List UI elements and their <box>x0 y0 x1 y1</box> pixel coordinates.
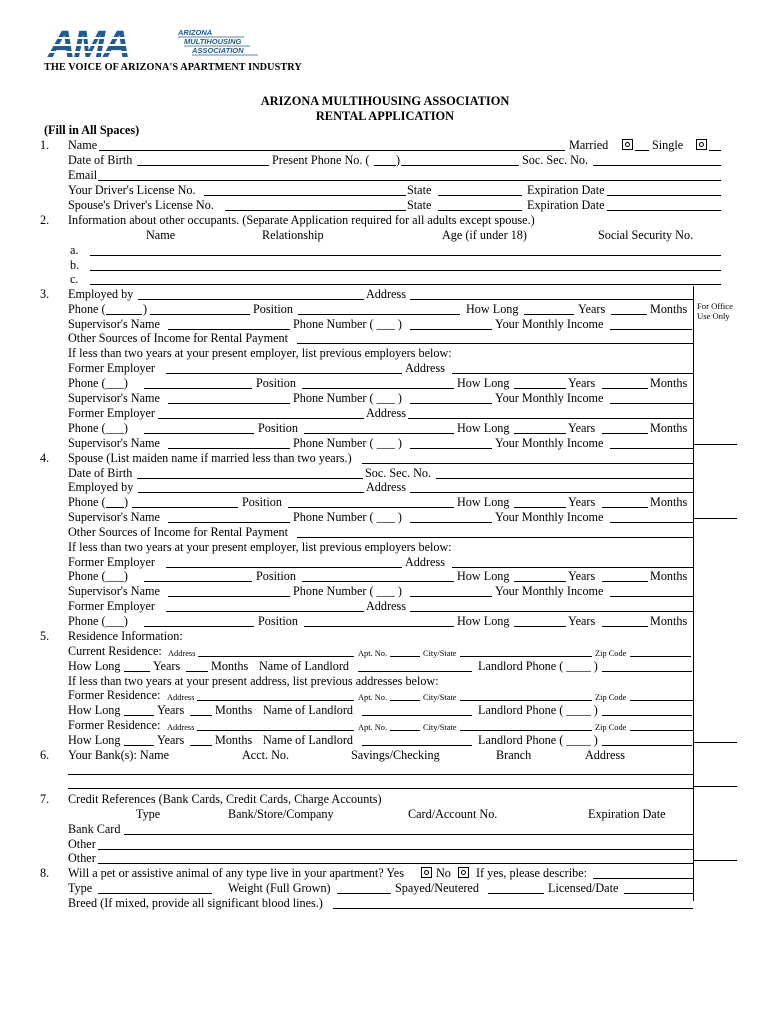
dl-exp-label: Expiration Date <box>527 183 605 197</box>
apt-sublabel: Apt. No. <box>358 649 388 658</box>
supervisor-phone-field[interactable] <box>410 596 492 597</box>
spouse-exp-field[interactable] <box>607 210 721 211</box>
former-address-field[interactable] <box>197 730 354 731</box>
occupant-a-field[interactable] <box>90 255 721 256</box>
former-employer-address[interactable] <box>452 567 693 568</box>
prev-employers-note: If less than two years at your present employer, list previous employers below: <box>68 540 452 554</box>
fill-all-label: (Fill in All Spaces) <box>44 123 140 137</box>
address-sublabel: Address <box>167 693 195 702</box>
section-number: 6. <box>40 748 50 762</box>
address-label: Address <box>366 480 406 494</box>
landlord-phone-label: Landlord Phone ( ____ ) <box>478 659 598 673</box>
city-sublabel: City/State <box>423 723 457 732</box>
landlord-phone-label: Landlord Phone ( ____ ) <box>478 703 598 717</box>
months-label: Months <box>211 659 249 673</box>
occ-col-age: Age (if under 18) <box>442 228 527 242</box>
supervisor-phone-field[interactable] <box>410 329 492 330</box>
how-long-field[interactable] <box>524 314 574 315</box>
city-field[interactable] <box>460 730 592 731</box>
supervisor-field[interactable] <box>168 329 290 330</box>
monthly-income-field[interactable] <box>610 522 693 523</box>
supervisor-phone-field[interactable] <box>410 522 492 523</box>
credit-col-bank: Bank/Store/Company <box>228 807 334 821</box>
branch-label: Branch <box>496 748 532 762</box>
supervisor-field[interactable] <box>168 403 290 404</box>
spouse-ssn-label: Soc. Sec. No. <box>365 466 432 480</box>
years-label: Years <box>568 495 596 509</box>
months-label: Months <box>215 703 253 717</box>
banks-label: Your Bank(s): Name <box>68 748 169 762</box>
logo-sub-2: MULTIHOUSING <box>184 37 242 46</box>
former-employer-label: Former Employer <box>68 555 155 569</box>
city-field[interactable] <box>460 700 592 701</box>
monthly-income-field[interactable] <box>610 448 693 449</box>
monthly-income-field[interactable] <box>610 403 693 404</box>
apt-field[interactable] <box>390 730 420 731</box>
years-label: Years <box>568 569 596 583</box>
how-long-field[interactable] <box>514 388 566 389</box>
months-field[interactable] <box>602 507 648 508</box>
dl-exp-field[interactable] <box>607 195 721 196</box>
landlord-phone-label: Landlord Phone ( ____ ) <box>478 733 598 747</box>
pet-license-label: Licensed/Date <box>548 881 619 895</box>
dl-state-field[interactable] <box>438 195 522 196</box>
supervisor-phone-field[interactable] <box>410 448 492 449</box>
former-residence-label: Former Residence: <box>68 688 161 702</box>
bank-field-1[interactable] <box>68 774 693 775</box>
months-field[interactable] <box>186 671 208 672</box>
supervisor-field[interactable] <box>168 448 290 449</box>
dl-field[interactable] <box>204 195 406 196</box>
other-label: Other <box>68 837 96 851</box>
name-label: Name <box>68 138 98 152</box>
phone-area[interactable] <box>106 314 142 315</box>
how-long-field[interactable] <box>514 581 566 582</box>
position-field[interactable] <box>288 507 454 508</box>
other-income-label: Other Sources of Income for Rental Payment <box>68 525 288 539</box>
landlord-phone-field[interactable] <box>602 715 692 716</box>
occ-row-a: a. <box>70 243 79 257</box>
monthly-income-label: Your Monthly Income <box>495 317 604 331</box>
spouse-dob-label: Date of Birth <box>68 466 133 480</box>
pet-breed-field[interactable] <box>333 908 693 909</box>
other-income-field[interactable] <box>297 537 693 538</box>
years-label: Years <box>568 421 596 435</box>
months-field[interactable] <box>602 626 648 627</box>
tagline: THE VOICE OF ARIZONA'S APARTMENT INDUSTRY <box>44 62 302 73</box>
pet-type-field[interactable] <box>98 893 212 894</box>
city-sublabel: City/State <box>423 649 457 658</box>
spouse-label: Spouse (List maiden name if married less than two years.) <box>68 451 352 465</box>
credit-col-exp: Expiration Date <box>588 807 666 821</box>
pet-describe-field[interactable] <box>593 878 693 879</box>
bank-address-label: Address <box>585 748 625 762</box>
supervisor-label: Supervisor's Name <box>68 584 160 598</box>
occupants-label: Information about other occupants. (Separate Application required for all adults except spouse.) <box>68 213 535 227</box>
spouse-employer-field[interactable] <box>138 492 364 493</box>
present-phone-label: Present Phone No. ( <box>272 153 370 167</box>
position-field[interactable] <box>302 388 454 389</box>
present-phone-area[interactable] <box>374 165 396 166</box>
how-long-label: How Long <box>68 659 121 673</box>
zip-sublabel: Zip Code <box>595 693 627 702</box>
apt-field[interactable] <box>390 656 420 657</box>
apt-sublabel: Apt. No. <box>358 723 388 732</box>
years-label: Years <box>153 659 181 673</box>
employer-address-field[interactable] <box>410 299 693 300</box>
years-label: Years <box>568 614 596 628</box>
years-label: Years <box>157 703 185 717</box>
how-long-label: How Long <box>457 376 510 390</box>
apt-field[interactable] <box>390 700 420 701</box>
months-field[interactable] <box>602 388 648 389</box>
months-field[interactable] <box>190 745 212 746</box>
ssn-label: Soc. Sec. No. <box>522 153 589 167</box>
address-label: Address <box>366 406 406 420</box>
months-label: Months <box>650 302 688 316</box>
address-label: Address <box>405 555 445 569</box>
paren: ) <box>124 495 129 509</box>
months-field[interactable] <box>602 581 648 582</box>
pet-no-checkbox[interactable] <box>458 867 469 878</box>
how-long-label: How Long <box>457 495 510 509</box>
how-long-label: How Long <box>466 302 519 316</box>
residence-label: Residence Information: <box>68 629 183 643</box>
pet-yes-checkbox[interactable] <box>421 867 432 878</box>
supervisor-label: Supervisor's Name <box>68 510 160 524</box>
section-number: 1. <box>40 138 50 152</box>
spouse-dl-field[interactable] <box>225 210 406 211</box>
spouse-employer-address[interactable] <box>410 492 693 493</box>
ama-logo <box>44 26 266 62</box>
occupant-b-field[interactable] <box>90 270 721 271</box>
credit-col-card: Card/Account No. <box>408 807 498 821</box>
phone-number-label: Phone Number ( ___ ) <box>293 584 402 598</box>
position-field[interactable] <box>302 581 454 582</box>
employer-field[interactable] <box>138 299 364 300</box>
phone-label: Phone ( <box>68 495 106 509</box>
former-employer-label: Former Employer <box>68 599 155 613</box>
spouse-exp-label: Expiration Date <box>527 198 605 212</box>
section-number: 7. <box>40 792 50 806</box>
email-label: Email <box>68 168 98 182</box>
spouse-state-field[interactable] <box>438 210 522 211</box>
supervisor-field[interactable] <box>168 522 290 523</box>
city-field[interactable] <box>460 656 592 657</box>
logo-sub-3: ASSOCIATION <box>192 46 244 55</box>
months-field[interactable] <box>611 314 647 315</box>
current-residence-label: Current Residence: <box>68 644 162 658</box>
married-underline <box>635 150 649 151</box>
email-field[interactable] <box>98 180 721 181</box>
former-employer-label: Former Employer <box>68 406 155 420</box>
how-long-label: How Long <box>68 703 121 717</box>
former-address-field[interactable] <box>197 700 354 701</box>
landlord-field[interactable] <box>358 671 472 672</box>
section-number: 4. <box>40 451 50 465</box>
months-field[interactable] <box>602 433 648 434</box>
section-number: 2. <box>40 213 50 227</box>
former-employer-field[interactable] <box>158 418 364 419</box>
acct-label: Acct. No. <box>242 748 290 762</box>
spouse-state-label: State <box>407 198 432 212</box>
phone-field[interactable] <box>144 433 254 434</box>
ssn-field[interactable] <box>593 165 721 166</box>
how-long-label: How Long <box>68 733 121 747</box>
former-employer-address[interactable] <box>452 373 693 374</box>
dl-state-label: State <box>407 183 432 197</box>
how-long-field[interactable] <box>514 433 566 434</box>
position-field[interactable] <box>304 626 454 627</box>
years-label: Years <box>578 302 606 316</box>
occ-row-c: c. <box>70 272 79 286</box>
pet-license-field[interactable] <box>624 893 693 894</box>
position-label: Position <box>256 376 296 390</box>
address-label: Address <box>366 599 406 613</box>
monthly-income-label: Your Monthly Income <box>495 584 604 598</box>
pet-no-label: No <box>436 866 451 880</box>
phone-label: Phone (___) <box>68 614 128 628</box>
years-label: Years <box>568 376 596 390</box>
section-number: 8. <box>40 866 50 880</box>
phone-number-label: Phone Number ( ___ ) <box>293 436 402 450</box>
months-label: Months <box>650 495 688 509</box>
pet-spayed-label: Spayed/Neutered <box>395 881 479 895</box>
how-long-label: How Long <box>457 569 510 583</box>
years-field[interactable] <box>124 715 154 716</box>
dob-field[interactable] <box>137 165 269 166</box>
zip-sublabel: Zip Code <box>595 649 627 658</box>
former-employer-field[interactable] <box>166 611 364 612</box>
form-title-org: ARIZONA MULTIHOUSING ASSOCIATION <box>260 94 510 108</box>
months-label: Months <box>650 614 688 628</box>
phone-field[interactable] <box>144 388 252 389</box>
monthly-income-field[interactable] <box>610 596 693 597</box>
spouse-ssn-field[interactable] <box>436 478 693 479</box>
pet-spayed-field[interactable] <box>488 893 544 894</box>
address-label: Address <box>405 361 445 375</box>
name-field[interactable] <box>99 150 565 151</box>
zip-field[interactable] <box>630 730 693 731</box>
other-credit-field-1[interactable] <box>98 849 693 850</box>
address-sublabel: Address <box>167 723 195 732</box>
phone-field[interactable] <box>144 626 254 627</box>
position-label: Position <box>242 495 282 509</box>
single-label: Single <box>652 138 684 152</box>
years-field[interactable] <box>124 745 154 746</box>
credit-col-type: Type <box>136 807 161 821</box>
landlord-phone-field[interactable] <box>602 671 692 672</box>
phone-label: Phone ( <box>68 302 106 316</box>
pet-describe-label: If yes, please describe: <box>476 866 587 880</box>
employed-by-label: Employed by <box>68 480 134 494</box>
phone-field[interactable] <box>144 581 252 582</box>
bank-field-2[interactable] <box>68 788 693 789</box>
supervisor-field[interactable] <box>168 596 290 597</box>
zip-field[interactable] <box>630 700 693 701</box>
paren: ) <box>143 302 148 316</box>
former-residence-label: Former Residence: <box>68 718 161 732</box>
employer-address-label: Address <box>366 287 406 301</box>
dob-label: Date of Birth <box>68 153 133 167</box>
bank-card-label: Bank Card <box>68 822 121 836</box>
monthly-income-field[interactable] <box>610 329 692 330</box>
logo-sub-1: ARIZONA <box>178 28 213 37</box>
phone-number-label: Phone Number ( ___ ) <box>293 510 402 524</box>
position-field[interactable] <box>298 314 460 315</box>
monthly-income-label: Your Monthly Income <box>495 436 604 450</box>
married-checkbox[interactable] <box>622 139 633 150</box>
phone-field[interactable] <box>150 314 250 315</box>
occ-col-relationship: Relationship <box>262 228 324 242</box>
paren: ) <box>396 153 401 167</box>
how-long-label: How Long <box>457 614 510 628</box>
apt-sublabel: Apt. No. <box>358 693 388 702</box>
phone-label: Phone (___) <box>68 569 128 583</box>
phone-label: Phone (___) <box>68 376 128 390</box>
monthly-income-label: Your Monthly Income <box>495 510 604 524</box>
spouse-dl-label: Spouse's Driver's License No. <box>68 198 214 212</box>
other-income-field[interactable] <box>297 343 693 344</box>
position-label: Position <box>256 569 296 583</box>
zip-field[interactable] <box>630 656 691 657</box>
credit-label: Credit References (Bank Cards, Credit Cards, Charge Accounts) <box>68 792 382 806</box>
pet-weight-field[interactable] <box>337 893 391 894</box>
phone-number-label: Phone Number ( ___ ) <box>293 391 402 405</box>
phone-label: Phone (___) <box>68 421 128 435</box>
pet-breed-label: Breed (If mixed, provide all significant blood lines.) <box>68 896 323 910</box>
spouse-dob-field[interactable] <box>137 478 363 479</box>
single-underline <box>709 150 721 151</box>
landlord-label: Name of Landlord <box>263 733 354 747</box>
position-label: Position <box>258 614 298 628</box>
former-employer-field[interactable] <box>166 567 402 568</box>
years-field[interactable] <box>124 671 150 672</box>
months-label: Months <box>650 421 688 435</box>
other-credit-field-2[interactable] <box>98 863 693 864</box>
occ-col-ssn: Social Security No. <box>598 228 694 242</box>
dl-label: Your Driver's License No. <box>68 183 196 197</box>
other-income-label: Other Sources of Income for Rental Payment <box>68 331 288 345</box>
present-phone-field[interactable] <box>401 165 519 166</box>
position-label: Position <box>258 421 298 435</box>
position-field[interactable] <box>304 433 454 434</box>
pet-type-label: Type <box>68 881 93 895</box>
zip-sublabel: Zip Code <box>595 723 627 732</box>
supervisor-label: Supervisor's Name <box>68 436 160 450</box>
section-number: 5. <box>40 629 50 643</box>
landlord-label: Name of Landlord <box>263 703 354 717</box>
address-sublabel: Address <box>168 649 196 658</box>
landlord-label: Name of Landlord <box>259 659 350 673</box>
single-checkbox[interactable] <box>696 139 707 150</box>
employed-by-label: Employed by <box>68 287 134 301</box>
monthly-income-label: Your Monthly Income <box>495 391 604 405</box>
months-label: Months <box>650 569 688 583</box>
how-long-field[interactable] <box>514 507 566 508</box>
occ-col-name: Name <box>146 228 176 242</box>
pet-weight-label: Weight (Full Grown) <box>228 881 331 895</box>
office-sep <box>693 786 737 787</box>
phone-field[interactable] <box>132 507 238 508</box>
phone-area[interactable] <box>106 507 124 508</box>
office-use-label: For Office Use Only <box>697 301 733 321</box>
years-label: Years <box>157 733 185 747</box>
former-employer-address[interactable] <box>408 418 693 419</box>
occ-row-b: b. <box>70 258 80 272</box>
form-title: RENTAL APPLICATION <box>315 109 455 123</box>
how-long-field[interactable] <box>514 626 566 627</box>
how-long-label: How Long <box>457 421 510 435</box>
phone-number-label: Phone Number ( ___ ) <box>293 317 402 331</box>
position-label: Position <box>253 302 293 316</box>
former-employer-address[interactable] <box>410 611 693 612</box>
supervisor-label: Supervisor's Name <box>68 391 160 405</box>
months-label: Months <box>650 376 688 390</box>
former-employer-label: Former Employer <box>68 361 155 375</box>
city-sublabel: City/State <box>423 693 457 702</box>
section-number: 3. <box>40 287 50 301</box>
married-label: Married <box>569 138 609 152</box>
months-label: Months <box>215 733 253 747</box>
landlord-field[interactable] <box>362 745 472 746</box>
former-employer-field[interactable] <box>166 373 402 374</box>
spouse-name-field[interactable] <box>362 463 693 464</box>
landlord-field[interactable] <box>362 715 472 716</box>
prev-address-note: If less than two years at your present address, list previous addresses below: <box>68 674 439 688</box>
occupant-c-field[interactable] <box>90 284 721 285</box>
landlord-phone-field[interactable] <box>602 745 692 746</box>
supervisor-phone-field[interactable] <box>410 403 492 404</box>
pet-question: Will a pet or assistive animal of any type live in your apartment? Yes <box>68 866 404 880</box>
prev-employers-note: If less than two years at your present employer, list previous employers below: <box>68 346 452 360</box>
other-label: Other <box>68 851 96 865</box>
bank-card-field[interactable] <box>124 834 693 835</box>
supervisor-label: Supervisor's Name <box>68 317 160 331</box>
months-field[interactable] <box>190 715 212 716</box>
current-address-field[interactable] <box>198 656 354 657</box>
savings-label: Savings/Checking <box>351 748 440 762</box>
